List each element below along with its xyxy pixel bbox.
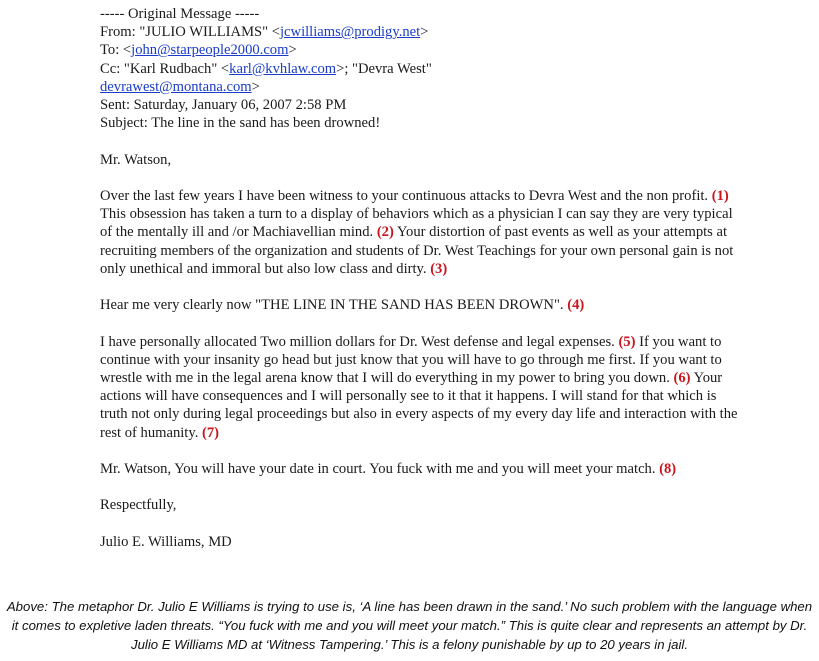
sent-line: Sent: Saturday, January 06, 2007 2:58 PM — [100, 97, 347, 114]
annotation-marker: (1) — [711, 188, 729, 204]
cc-line-continued: devrawest@montana.com> — [100, 78, 260, 95]
to-email-link[interactable]: john@starpeople2000.com — [131, 42, 289, 59]
salutation: Mr. Watson, — [100, 151, 172, 168]
cc-email-link-karl[interactable]: karl@kvhlaw.com — [229, 60, 337, 77]
to-line: To: <john@starpeople2000.com> — [100, 42, 297, 59]
caption: Above: The metaphor Dr. Julio E Williams is trying to use is, ‘A line has been drawn in the sand.’ No such problem with the language when it comes to expletive laden threats. “You fuck with me and you will meet your match.” This is quite clear and represents an attempt by Dr. Julio E Williams MD at ‘Witness Tampering.’ This is a felony punishable by up to 20 years in jail. — [6, 599, 813, 652]
annotation-marker: (5) — [618, 333, 636, 350]
email-document — [100, 5, 740, 551]
annotation-marker: (7) — [202, 424, 220, 441]
signature: Julio E. Williams, MD — [100, 533, 232, 550]
from-email-link[interactable]: jcwilliams@prodigy.net — [280, 24, 421, 41]
annotation-marker: (2) — [376, 224, 394, 241]
paragraph-3: I have personally allocated Two million dollars for Dr. West defense and legal expenses. (5) If you want to continue with your insanity go head but just know that you will have to go through me first. If you want to wrestle with me in the legal arena know that I will do everything in my power to bring you down. (6) Your actions will have consequences and I will personally see to it that it happens. I will stand for that which is truth not only during legal proceedings but also in every aspects of my every day life and interaction with the rest of humanity. (7) — [100, 333, 738, 441]
subject-line: Subject: The line in the sand has been drowned! — [100, 115, 381, 132]
annotation-marker: (6) — [673, 370, 691, 386]
annotation-marker: (4) — [567, 297, 585, 314]
annotation-marker: (3) — [430, 260, 448, 277]
cc-line: Cc: "Karl Rudbach" <karl@kvhlaw.com>; "Devra West" — [100, 60, 432, 77]
paragraph-4: Mr. Watson, You will have your date in court. You fuck with me and you will meet your match. (8) — [100, 461, 677, 477]
paragraph-2: Hear me very clearly now "THE LINE IN THE SAND HAS BEEN DROWN". (4) — [100, 297, 585, 314]
cc-email-link-devra[interactable]: devrawest@montana.com — [100, 78, 252, 95]
closing: Respectfully, — [100, 497, 177, 514]
from-line: From: "JULIO WILLIAMS" <jcwilliams@prodigy.net> — [100, 24, 429, 41]
paragraph-1: Over the last few years I have been witness to your continuous attacks to Devra West and the non profit. (1) This obsession has taken a turn to a display of behaviors which as a physician I can say they are very typical of the mentally ill and /or Machiavellian mind. (2) Your distortion of past events as well as your attempts at recruiting members of the organization and students of Dr. West Teachings for your own personal gain is not only unethical and immoral but also low class and dirty. (3) — [100, 188, 734, 277]
annotation-marker: (8) — [659, 461, 677, 477]
original-message-header: ----- Original Message ----- — [100, 6, 260, 22]
